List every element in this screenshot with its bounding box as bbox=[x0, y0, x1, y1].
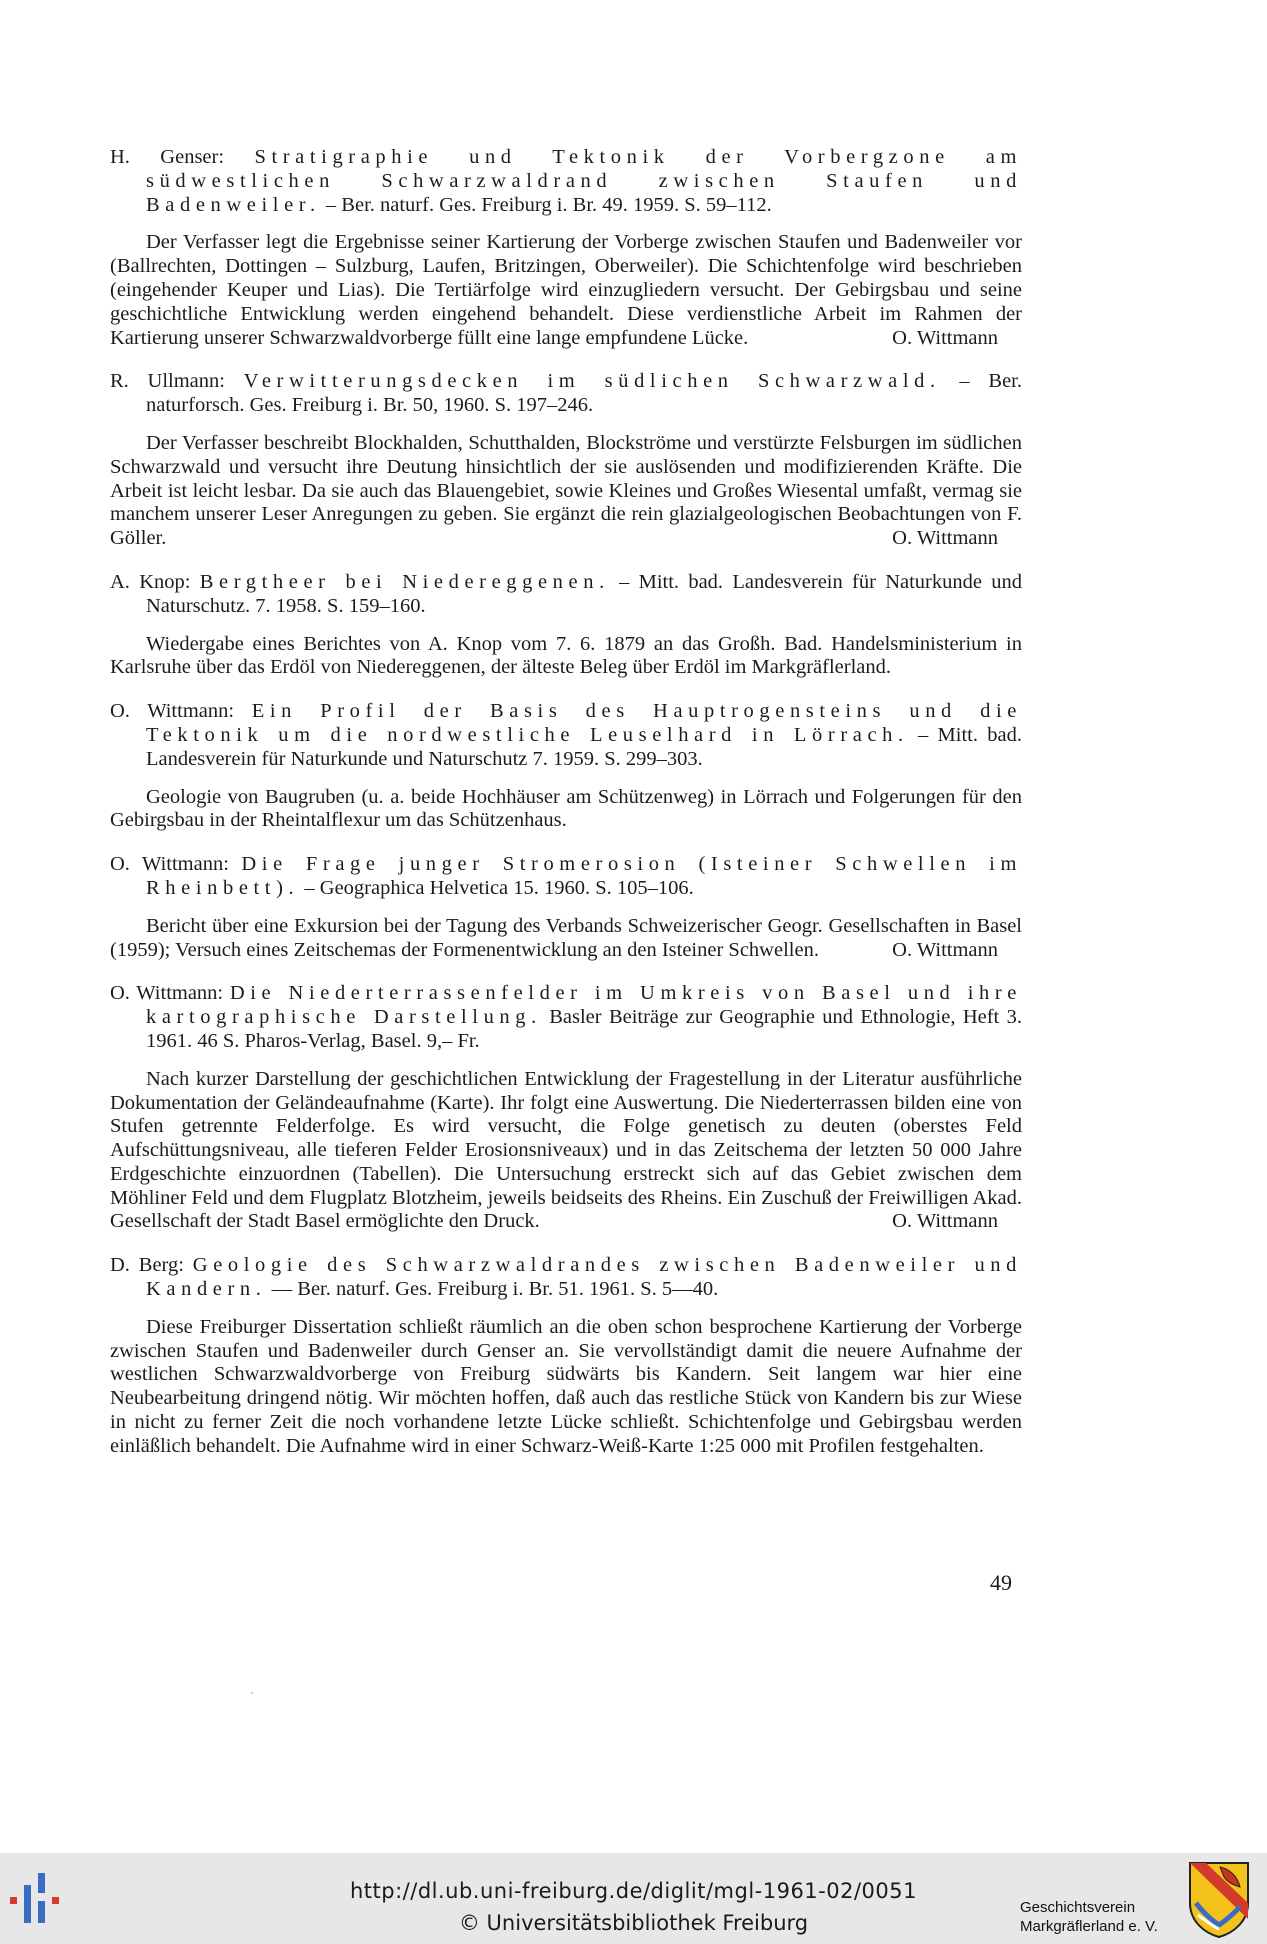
review-entry bbox=[110, 571, 1022, 680]
citation bbox=[110, 982, 1022, 1053]
summary: Diese Freiburger Dissertation schließt räumlich an die oben schon besprochene Kartierung der Vorberge zwischen Staufen und Badenweiler durch Genser an. Sie vervollständigt damit die neuere Aufnahme der westlichen Schwarzwaldvorberge von Freiburg südwärts bis Kandern. Seit langem war hier eine Neubearbeitung dringend nötig. Wir möchten hoffen, daß auch das restliche Stück von Kandern bis zur Wiese in nicht zu ferner Zeit die noch vorhandene letzte Lücke schließt. Schichtenfolge und Gebirgsbau werden einläßlich behandelt. Die Aufnahme wird in einer Schwarz-Weiß-Karte 1:25 000 mit Profilen festgehalten. bbox=[110, 1315, 1022, 1457]
society-name bbox=[1020, 1898, 1186, 1936]
work-title: Verwitterungsdecken im südlichen Schwarzwald. bbox=[243, 370, 941, 393]
work-title: Stratigraphie und Tektonik der Vorbergzone am südwestlichen Schwarzwaldrand zwischen Staufen und Badenweiler. bbox=[146, 146, 1022, 216]
summary: Wiedergabe eines Berichtes von A. Knop vom 7. 6. 1879 an das Großh. Bad. Handelsministerium in Karlsruhe über das Erdöl von Niedereggenen, der älteste Beleg über Erdöl im Markgräflerland. bbox=[110, 632, 1022, 679]
author: A. Knop: bbox=[110, 570, 191, 593]
summary: Der Verfasser beschreibt Blockhalden, Schutthalden, Blockströme und verstürzte Felsburgen im südlichen Schwarzwald und versucht ihre Deutung hinsichtlich der sie auslösenden und modifizierenden Kräfte. Die Arbeit ist leicht lesbar. Da sie auch das Blauengebiet, sowie Kleines und Großes Wiesental umfaßt, vermag sie manchem unserer Leser Anregungen zu geben. Sie ergänzt die rein glazialgeologischen Beobachtungen von F. Göller. O. Wittmann bbox=[110, 431, 1022, 550]
author: O. Wittmann: bbox=[110, 982, 224, 1005]
page-body bbox=[110, 146, 1022, 1479]
coat-of-arms-icon[interactable] bbox=[1186, 1859, 1252, 1939]
summary: Der Verfasser legt die Ergebnisse seiner Kartierung der Vorberge zwischen Staufen und Badenweiler vor (Ballrechten, Dottingen – Sulzburg, Laufen, Britzingen, Oberweiler). Die Schichtenfolge wird beschrieben (eingehender Keuper und Lias). Die Tertiärfolge wird einzugliedern versucht. Der Gebirgsbau und seine geschichtliche Entwicklung werden eingehend behandelt. Diese verdienstliche Arbeit im Rahmen der Kartierung unserer Schwarzwaldvorberge füllt eine lange empfundene Lücke. O. Wittmann bbox=[110, 231, 1022, 349]
author: D. Berg: bbox=[110, 1254, 184, 1277]
work-title: Bergtheer bei Niedereggenen. bbox=[199, 570, 610, 593]
signature: O. Wittmann bbox=[892, 326, 998, 349]
reference: – Mitt. bad. Landesverein für Naturkunde und Naturschutz. 7. 1958. S. 159–160. bbox=[146, 570, 1022, 617]
reference: – Ber. naturforsch. Ges. Freiburg i. Br. 50, 1960. S. 197–246. bbox=[146, 370, 1023, 417]
copyright-notice: © Universitätsbibliothek Freiburg bbox=[458, 1911, 809, 1935]
author: O. Wittmann: bbox=[110, 853, 229, 876]
work-title: Die Frage junger Stromerosion (Isteiner Schwellen im Rheinbett). bbox=[146, 853, 1022, 899]
review-entry bbox=[110, 853, 1022, 962]
review-entry bbox=[110, 370, 1022, 551]
reference: – Geographica Helvetica 15. 1960. S. 105–106. bbox=[299, 876, 694, 899]
document-url[interactable]: http://dl.ub.uni-freiburg.de/diglit/mgl-1961-02/0051 bbox=[349, 1879, 917, 1903]
page-number: 49 bbox=[990, 1570, 1012, 1595]
footer-bar bbox=[0, 1853, 1267, 1944]
reference: – Mitt. bad. Landesverein für Naturkunde und Naturschutz 7. 1959. S. 299–303. bbox=[146, 723, 1022, 770]
citation bbox=[110, 146, 1022, 217]
citation bbox=[110, 370, 1022, 418]
signature: O. Wittmann bbox=[892, 938, 998, 961]
signature: O. Wittmann bbox=[892, 527, 998, 550]
review-entry bbox=[110, 146, 1022, 350]
work-title: Die Niederterrassenfelder im Umkreis von Basel und ihre kartographische Darstellung. bbox=[146, 982, 1022, 1029]
review-entry bbox=[110, 982, 1022, 1234]
review-entry bbox=[110, 1254, 1022, 1458]
author: H. Genser: bbox=[110, 146, 225, 168]
citation bbox=[110, 700, 1022, 771]
author: O. Wittmann: bbox=[110, 700, 235, 723]
author: R. Ullmann: bbox=[110, 370, 225, 393]
review-entry bbox=[110, 700, 1022, 833]
citation bbox=[110, 571, 1022, 619]
signature: O. Wittmann bbox=[892, 1210, 998, 1233]
work-title: Geologie des Schwarzwaldrandes zwischen Badenweiler und Kandern. bbox=[146, 1254, 1023, 1301]
work-title: Ein Profil der Basis des Hauptrogensteins und die Tektonik um die nordwestliche Leuselhard in Lörrach. bbox=[146, 700, 1022, 746]
summary: Bericht über eine Exkursion bei der Tagung des Verbands Schweizerischer Geogr. Gesellschaften in Basel (1959); Versuch eines Zeitschemas der Formenentwicklung an den Isteiner Schwellen. O. Wittmann bbox=[110, 914, 1022, 961]
reference: — Ber. naturf. Ges. Freiburg i. Br. 51. 1961. S. 5—40. bbox=[266, 1278, 719, 1301]
citation bbox=[110, 853, 1022, 901]
summary: Nach kurzer Darstellung der geschichtlichen Entwicklung der Fragestellung in der Literatur ausführliche Dokumentation der Geländeaufnahme (Karte). Ihr folgt eine Auswertung. Die Niederterrassen bilden eine von Stufen getrennte Felderfolge. Es wird versucht, die Folge genetisch zu deuten (oberstes Feld Aufschüttungsniveau, alle tieferen Felder Erosionsniveaux) und in das Zeitschema der letzten 50 000 Jahre Erdgeschichte einzuordnen (Tabellen). Die Untersuchung erstreckt sich auf das Gebiet zwischen dem Möhliner Feld und dem Flugplatz Blotzheim, jeweils beidseits des Rheins. Ein Zuschuß der Freiwilligen Akad. Gesellschaft der Stadt Basel ermöglichte den Druck. O. Wittmann bbox=[110, 1067, 1022, 1233]
summary: Geologie von Baugruben (u. a. beide Hochhäuser am Schützenweg) in Lörrach und Folgerungen für den Gebirgsbau in der Rheintalflexur um das Schützenhaus. bbox=[110, 785, 1022, 832]
reference: Basler Beiträge zur Geographie und Ethnologie, Heft 3. 1961. 46 S. Pharos-Verlag, Basel. 9,– Fr. bbox=[146, 1006, 1022, 1052]
society-line-1: Geschichtsverein bbox=[1020, 1899, 1136, 1916]
reference: – Ber. naturf. Ges. Freiburg i. Br. 49. 1959. S. 59–112. bbox=[320, 193, 772, 216]
society-line-2: Markgräflerland e. V. bbox=[1020, 1918, 1158, 1935]
citation bbox=[110, 1254, 1022, 1302]
scan-speck bbox=[251, 1692, 253, 1694]
